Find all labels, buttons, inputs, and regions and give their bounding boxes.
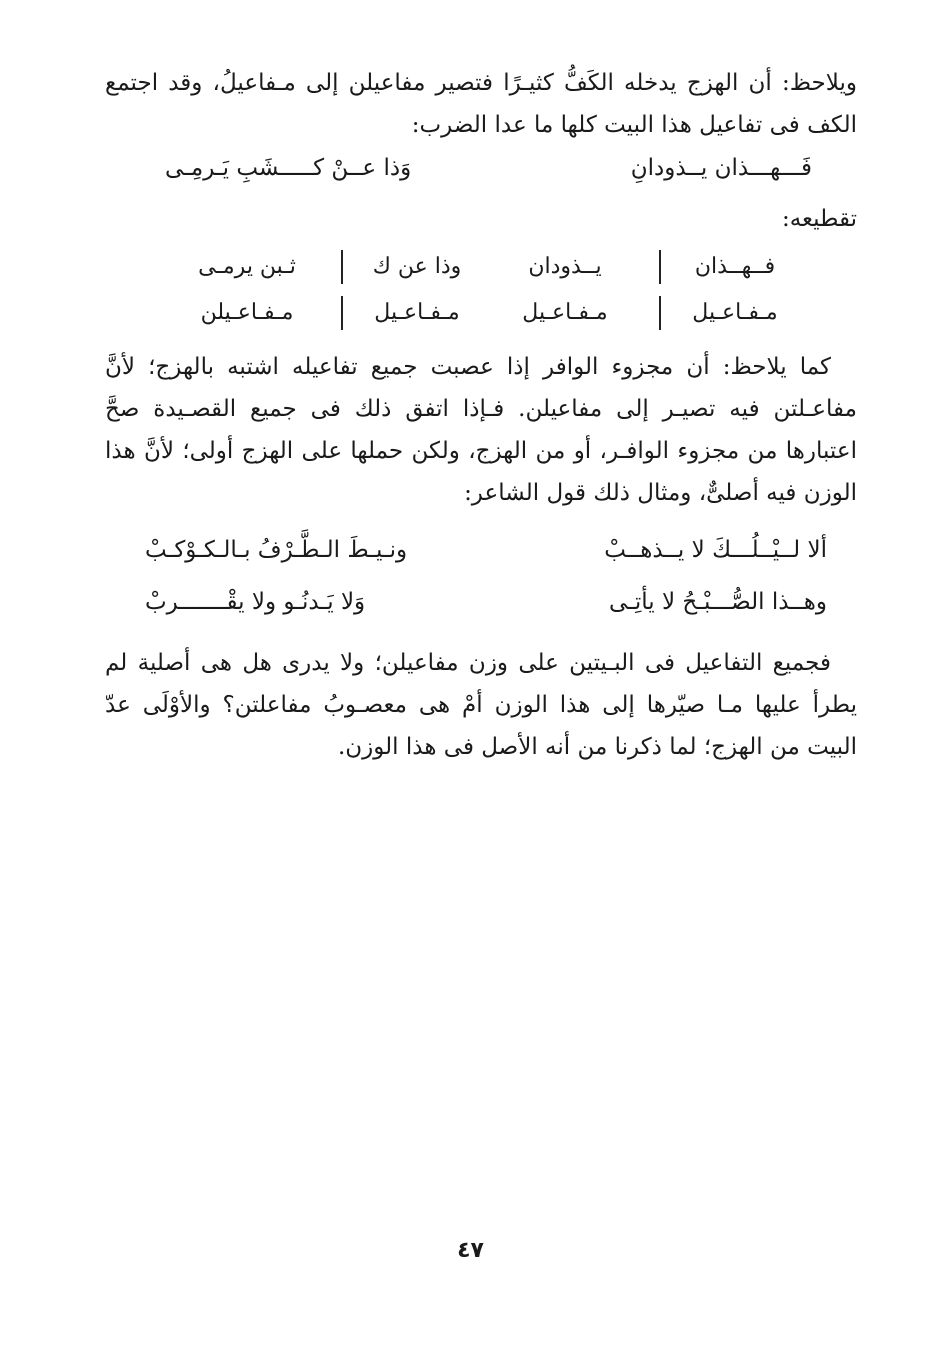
paragraph-conclusion: فجميع التفاعيل فى البـيتين على وزن مفاعيلن؛ ولا يدرى هل هى أصلية لم يطرأ عليها مـا صيّرها إلى هذا الوزن أمْ هى معصـوبُ مفاعلتن؟ والأوْلَى عدّ البيت من الهزج؛ لما ذكرنا من أنه الأصل فى هذا الوزن. (105, 650, 857, 760)
scansion-divider (341, 296, 343, 330)
scansion-word-3: وذا عن ك (372, 254, 462, 279)
poem-line-2-first: وهــذا الصُّـــبْـحُ لا يأتِـى (608, 589, 827, 615)
scansion-word-4: ثـبن يرمـى (198, 254, 296, 279)
paragraph-kaff-note: ويلاحظ: أن الهزج يدخله الكَفُّ كثيـرًا فتصير مفاعيلن إلى مـفاعيلُ، وقد اجتمع الكف فى تفاعيل هذا البيت كلها ما عدا الضرب: (105, 70, 857, 138)
scansion-table (105, 244, 857, 336)
poem-line-2 (105, 576, 857, 628)
page-body (105, 62, 857, 768)
poem-line-1-first: ألا لــيْــلُـــكَ لا يــذهــبْ (604, 537, 827, 563)
verse-first-hemistich: فَـــهـــذان يــذودانِ (630, 155, 812, 181)
scansion-label: تقطيعه: (781, 206, 857, 232)
paragraph-wafir-note: كما يلاحظ: أن مجزوء الوافر إذا عصبت جميع تفاعيله اشتبه بالهزج؛ لأنَّ مفاعـلتن فيه تصيـر إلى مفاعيلن. فـإذا اتفق ذلك فى جميع القصـيدة صحَّ اعتبارها من مجزوء الوافـر، أو من الهزج، ولكن حملها على الهزج أولى؛ لأنَّ هذا الوزن فيه أصلىٌّ، ومثال ذلك قول الشاعر: (105, 354, 857, 506)
scansion-foot-2: مـفـاعـيل (522, 300, 608, 325)
scansion-foot-3: مـفـاعـيل (374, 300, 460, 325)
poem-line-1 (105, 524, 857, 576)
scansion-foot-4: مـفـاعـيلن (200, 300, 294, 325)
poem-line-2-second: وَلا يَـدنُـو ولا يقْـــــــربْ (145, 589, 366, 615)
scansion-divider (659, 250, 661, 284)
scansion-word-1: فــهــذان (694, 254, 776, 279)
page-number: ٤٧ (457, 1238, 484, 1263)
verse-second-hemistich: وَذا عــنْ كـــــشَبِ يَـرمِـى (165, 155, 412, 181)
scansion-divider (341, 250, 343, 284)
scansion-divider (659, 296, 661, 330)
poem (105, 524, 857, 628)
verse-example-1 (105, 146, 857, 190)
scansion-word-2: يــذودان (528, 254, 602, 279)
poem-line-1-second: ونـيـطَ الـطَّـرْفُ بـالـكـوْكـبْ (145, 537, 408, 563)
scansion-foot-1: مـفـاعـيل (692, 300, 778, 325)
